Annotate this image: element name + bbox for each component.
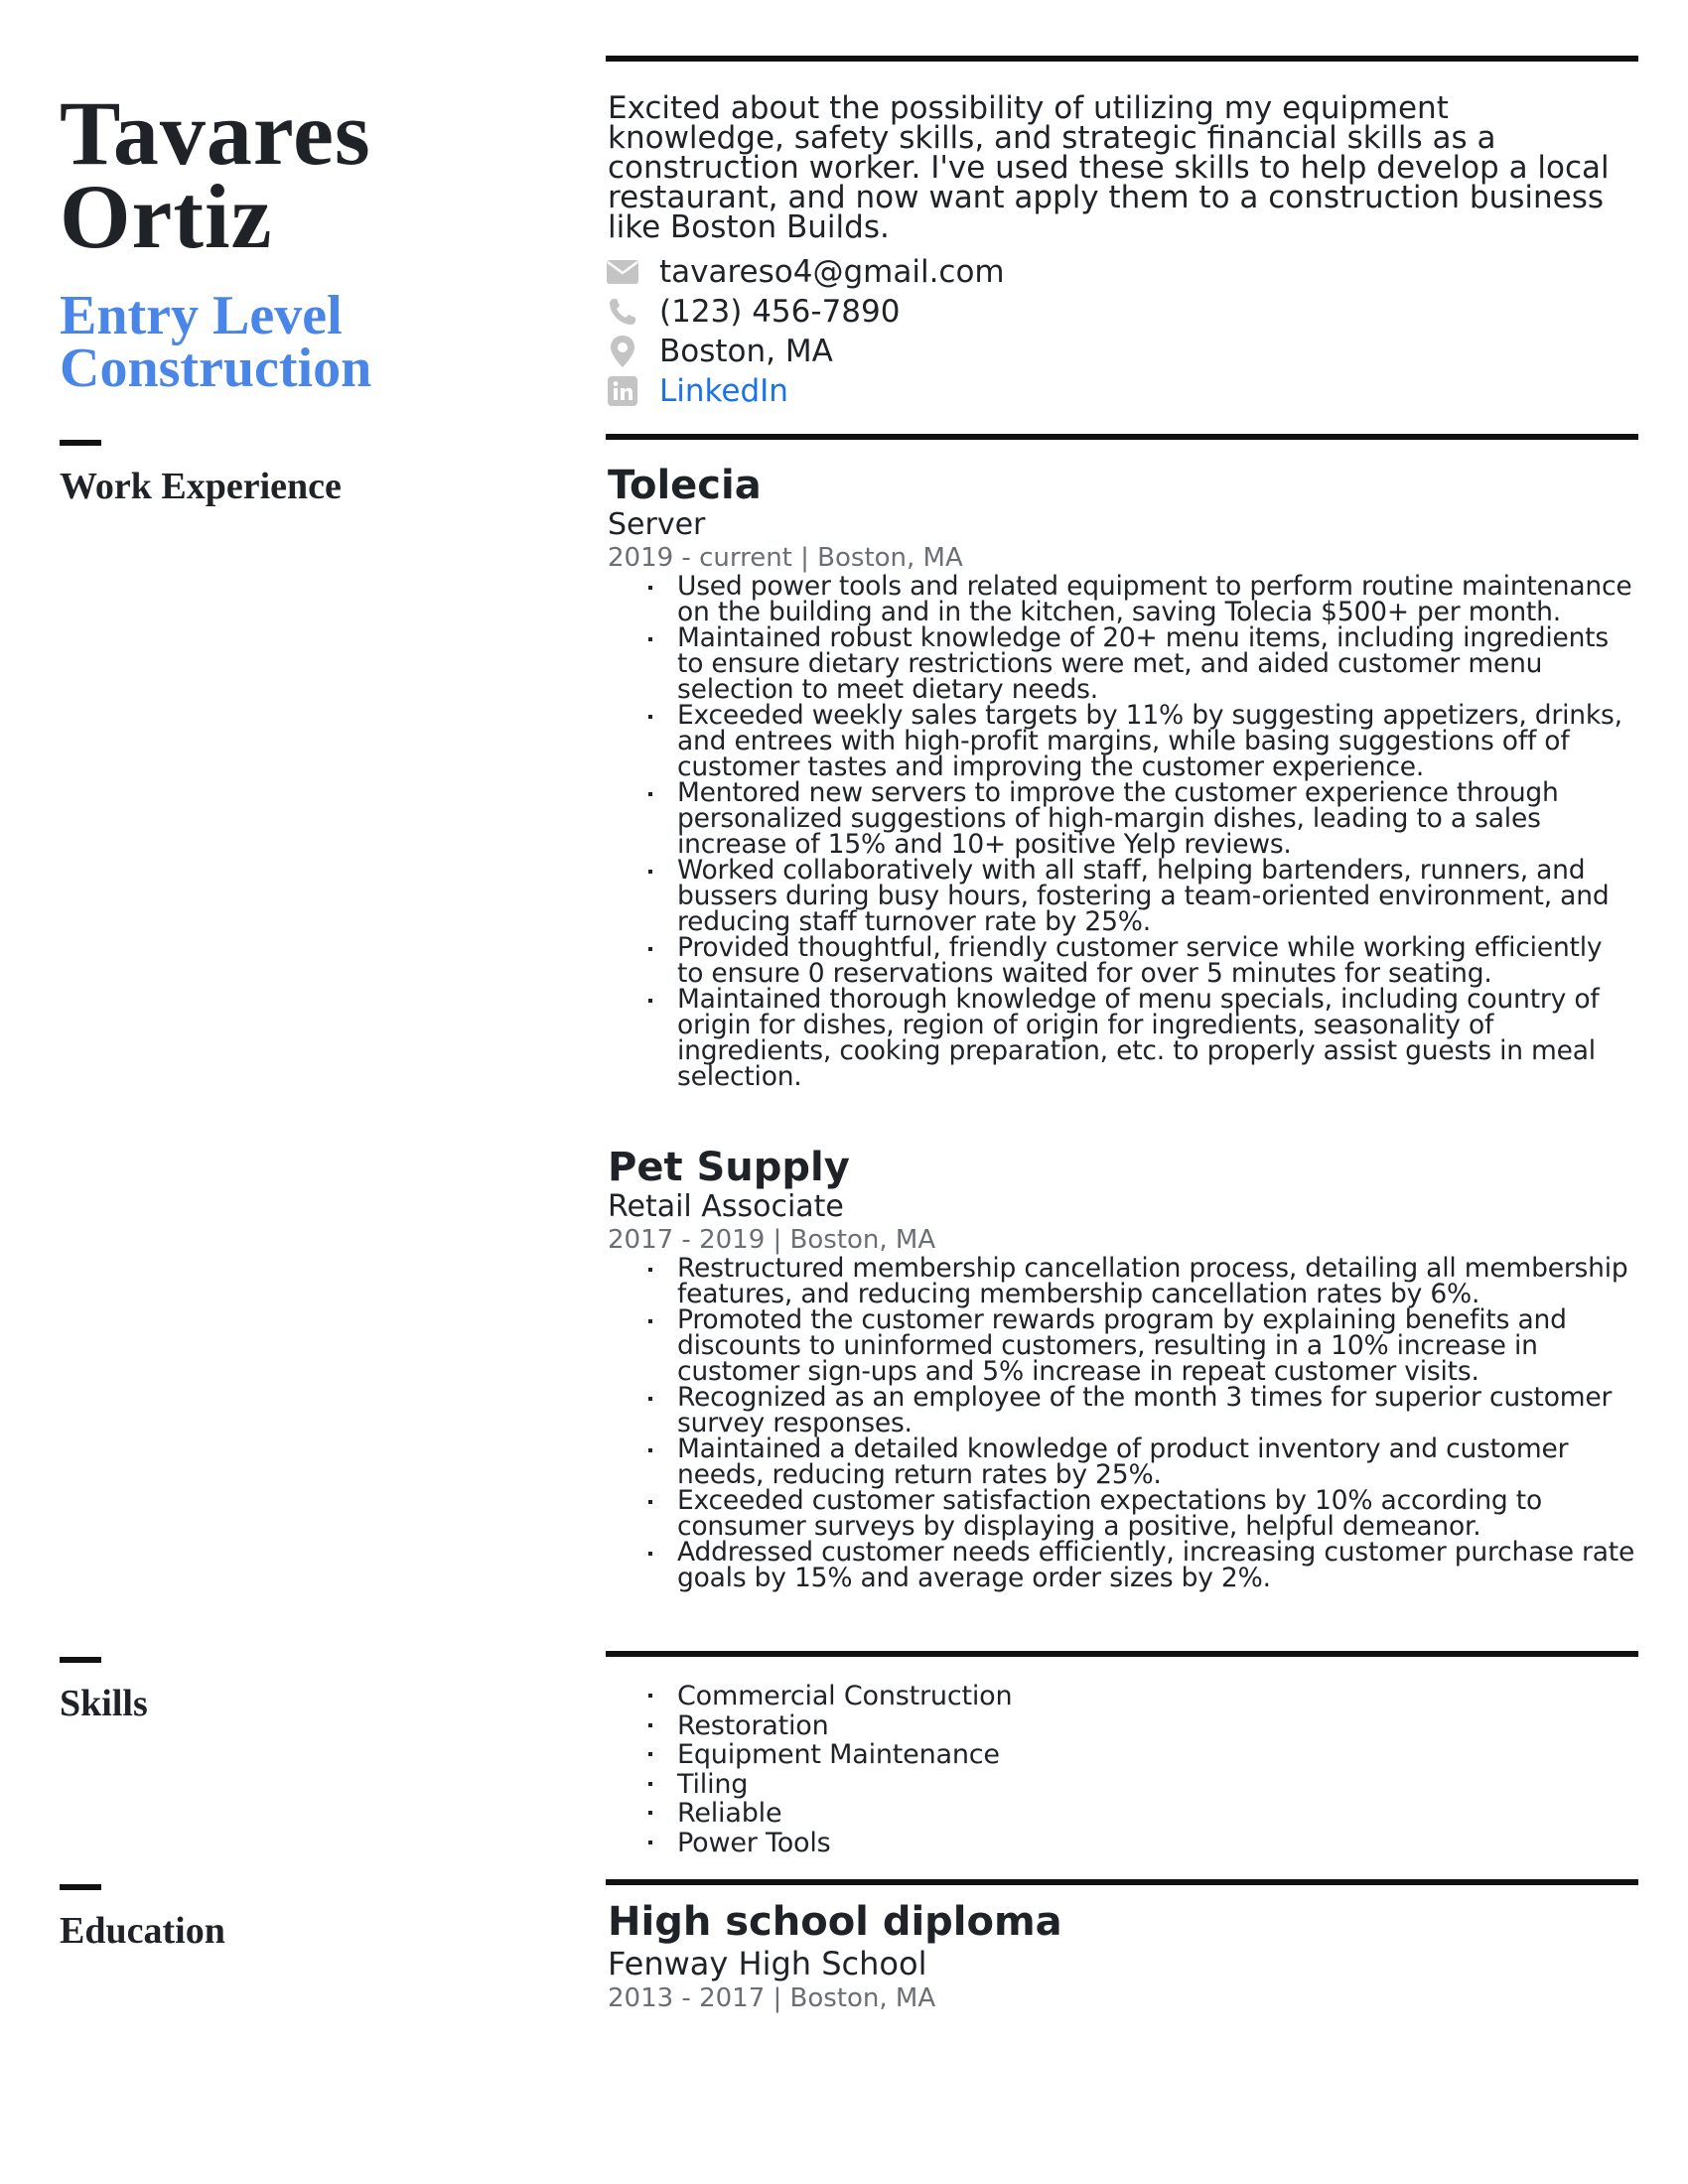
skill-item: Restoration xyxy=(677,1711,1635,1741)
job-meta: 2019 - current | Boston, MA xyxy=(608,543,963,573)
first-name: Tavares xyxy=(60,82,371,184)
skill-item: Equipment Maintenance xyxy=(677,1740,1635,1770)
linkedin-icon xyxy=(606,374,639,408)
rule-top xyxy=(606,56,1638,62)
job-title: Server xyxy=(608,507,706,542)
list-item: Provided thoughtful, friendly customer service while working efficiently to ensure 0 reservations waited for over 5 minutes for seating. xyxy=(677,935,1635,987)
skill-item: Power Tools xyxy=(677,1829,1635,1858)
contact-email[interactable] xyxy=(606,252,1628,292)
education-school: Fenway High School xyxy=(608,1945,927,1982)
rule-work xyxy=(606,434,1638,440)
contact-phone-text: (123) 456-7890 xyxy=(659,294,901,330)
rule-skills xyxy=(606,1651,1638,1657)
last-name: Ortiz xyxy=(60,166,273,267)
map-pin-icon xyxy=(606,335,639,368)
contact-linkedin[interactable] xyxy=(606,371,1628,411)
role-line-2: Construction xyxy=(60,338,372,399)
skill-item: Reliable xyxy=(677,1799,1635,1829)
list-item: Mentored new servers to improve the customer experience through personalized suggestions of high-margin dishes, leading to a sales increase of 15% and 10+ positive Yelp reviews. xyxy=(677,780,1635,858)
list-item: Restructured membership cancellation process, detailing all membership features, and reducing membership cancellation rates by 6%. xyxy=(677,1256,1635,1307)
list-item: Recognized as an employee of the month 3 times for superior customer survey responses. xyxy=(677,1385,1635,1436)
linkedin-link[interactable]: LinkedIn xyxy=(659,373,788,409)
right-column xyxy=(606,0,1638,2184)
skill-item: Tiling xyxy=(677,1770,1635,1800)
education-degree: High school diploma xyxy=(608,1899,1062,1945)
section-title-work-experience: Work Experience xyxy=(60,466,342,507)
list-item: Promoted the customer rewards program by explaining benefits and discounts to uninformed customers, resulting in a 10% increase in customer sign-ups and 5% increase in repeat customer visits. xyxy=(677,1307,1635,1385)
job-target-title xyxy=(60,285,372,399)
list-item: Used power tools and related equipment to perform routine maintenance on the building and in the kitchen, saving Tolecia $500+ per month. xyxy=(677,574,1635,625)
candidate-name xyxy=(60,82,371,267)
list-item: Maintained thorough knowledge of menu specials, including country of origin for dishes, region of origin for ingredients, seasonality of ingredients, cooking preparation, etc. to properly assist guests in meal selection. xyxy=(677,987,1635,1090)
contact-phone[interactable] xyxy=(606,292,1628,332)
section-title-skills: Skills xyxy=(60,1683,148,1724)
skill-item: Commercial Construction xyxy=(677,1682,1635,1711)
job-entry-2 xyxy=(608,1145,1635,1591)
list-item: Maintained a detailed knowledge of product inventory and customer needs, reducing return rates by 25%. xyxy=(677,1436,1635,1488)
list-item: Addressed customer needs efficiently, increasing customer purchase rate goals by 15% and average order sizes by 2%. xyxy=(677,1537,1635,1593)
skills-list xyxy=(608,1682,1635,1857)
envelope-icon xyxy=(606,255,639,289)
job-title: Retail Associate xyxy=(608,1189,844,1224)
list-item: Exceeded customer satisfaction expectations by 10% according to consumer surveys by displaying a positive, helpful demeanor. xyxy=(677,1488,1635,1540)
job-company: Pet Supply xyxy=(608,1145,850,1190)
job-meta: 2017 - 2019 | Boston, MA xyxy=(608,1225,936,1255)
left-column xyxy=(60,0,556,2184)
summary-text: Excited about the possibility of utilizing my equipment knowledge, safety skills, and strategic financial skills as a construction worker. I've used these skills to help develop a local restaurant, and now want apply them to a construction business like Boston Builds. xyxy=(608,90,1610,245)
section-dash-work xyxy=(60,440,101,446)
education-entry xyxy=(608,1899,1635,2014)
section-title-education: Education xyxy=(60,1910,225,1952)
job-bullets xyxy=(608,1253,1635,1593)
contact-location xyxy=(606,332,1628,371)
list-item: Worked collaboratively with all staff, helping bartenders, runners, and bussers during busy hours, fostering a team-oriented environment, and reducing staff turnover rate by 25%. xyxy=(677,858,1635,935)
skills-bullets xyxy=(608,1682,1635,1857)
contact-location-text: Boston, MA xyxy=(659,334,833,369)
contact-list xyxy=(606,252,1628,411)
list-item: Maintained robust knowledge of 20+ menu items, including ingredients to ensure dietary restrictions were met, and aided customer menu selection to meet dietary needs. xyxy=(677,625,1635,703)
education-meta: 2013 - 2017 | Boston, MA xyxy=(608,1983,936,2013)
section-dash-skills xyxy=(60,1657,101,1663)
role-line-1: Entry Level xyxy=(60,285,343,346)
rule-education xyxy=(606,1879,1638,1885)
job-company: Tolecia xyxy=(608,463,762,508)
contact-email-text: tavareso4@gmail.com xyxy=(659,254,1005,290)
list-item: Exceeded weekly sales targets by 11% by suggesting appetizers, drinks, and entrees with high-profit margins, while basing suggestions off of customer tastes and improving the customer experience. xyxy=(677,703,1635,780)
section-dash-education xyxy=(60,1884,101,1890)
job-bullets xyxy=(608,571,1635,1092)
job-entry-1 xyxy=(608,463,1635,1090)
phone-icon xyxy=(606,295,639,329)
